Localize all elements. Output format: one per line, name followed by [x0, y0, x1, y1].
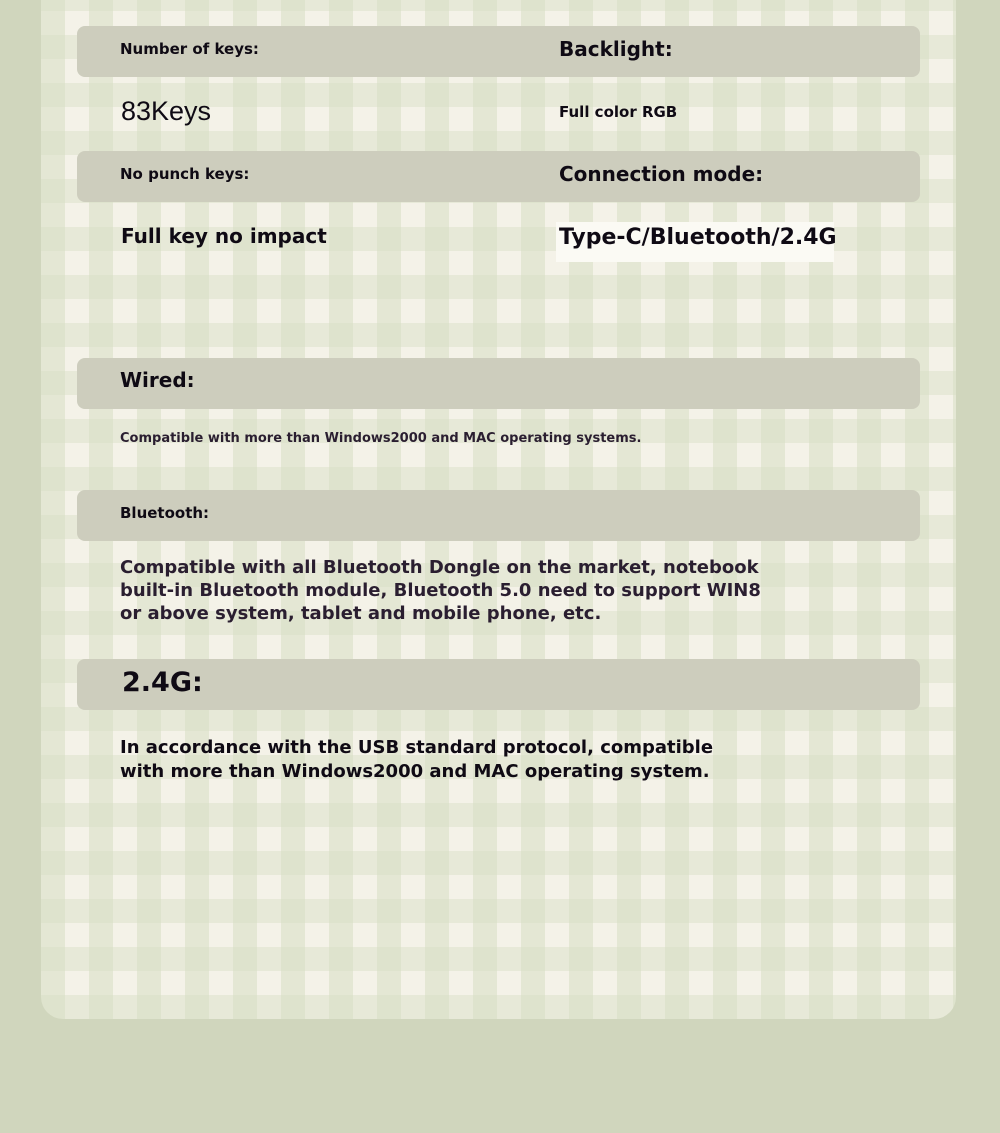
- wired-description: Compatible with more than Windows2000 and MAC operating systems.: [120, 431, 642, 446]
- connection-mode-value: Type-C/Bluetooth/2.4G: [559, 225, 837, 250]
- backlight-value: Full color RGB: [559, 103, 678, 121]
- number-of-keys-value: 83Keys: [121, 96, 212, 126]
- number-of-keys-label: Number of keys:: [120, 40, 259, 58]
- connection-mode-label: Connection mode:: [559, 162, 764, 186]
- g24-label: 2.4G:: [122, 667, 203, 698]
- bluetooth-description: Compatible with all Bluetooth Dongle on the market, notebook built-in Bluetooth module, Bluetooth 5.0 need to support WIN8 or above system, tablet and mobile phone, etc.: [120, 557, 761, 624]
- no-punch-keys-value: Full key no impact: [121, 224, 327, 248]
- g24-description: In accordance with the USB standard protocol, compatible with more than Windows2000 and MAC operating system.: [120, 737, 714, 782]
- g24-header-bar: [77, 659, 920, 710]
- bluetooth-label: Bluetooth:: [120, 504, 210, 522]
- backlight-label: Backlight:: [559, 37, 673, 61]
- wired-label: Wired:: [120, 368, 195, 392]
- wired-header-bar: [77, 358, 920, 409]
- no-punch-keys-label: No punch keys:: [120, 165, 250, 183]
